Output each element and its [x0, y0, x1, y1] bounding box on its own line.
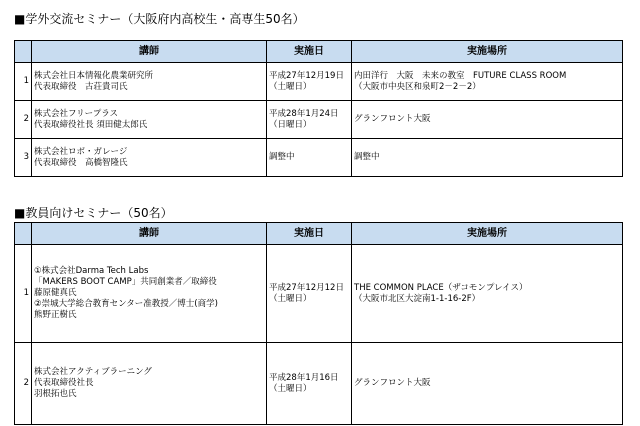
section-title-student-seminar: ■学外交流セミナー（大阪府内高校生・高専生50名） [14, 12, 305, 26]
lecturer-cell: 株式会社日本情報化農業研究所 代表取締役 古荘貴司氏 [32, 63, 267, 101]
header-lecturer: 講師 [32, 223, 267, 245]
table-row [15, 245, 623, 343]
table-row [15, 101, 623, 139]
header-venue: 実施場所 [352, 41, 623, 63]
header-venue: 実施場所 [352, 223, 623, 245]
header-lecturer: 講師 [32, 41, 267, 63]
table-row [15, 139, 623, 177]
venue-cell: 調整中 [352, 139, 623, 177]
row-number: 2 [15, 343, 32, 425]
date-cell: 調整中 [267, 139, 352, 177]
row-number: 3 [15, 139, 32, 177]
header-blank [15, 223, 32, 245]
table-row [15, 63, 623, 101]
header-date: 実施日 [267, 223, 352, 245]
student-seminar-table [14, 40, 623, 177]
row-number: 1 [15, 63, 32, 101]
table-header-row [15, 41, 623, 63]
date-cell: 平成28年1月16日 （土曜日） [267, 343, 352, 425]
venue-cell: グランフロント大阪 [352, 101, 623, 139]
date-cell: 平成28年1月24日 （日曜日） [267, 101, 352, 139]
venue-cell: グランフロント大阪 [352, 343, 623, 425]
teacher-seminar-table [14, 222, 623, 425]
lecturer-cell: 株式会社アクティブラーニング 代表取締役社長 羽根拓也氏 [32, 343, 267, 425]
header-blank [15, 41, 32, 63]
date-cell: 平成27年12月12日 （土曜日） [267, 245, 352, 343]
date-cell: 平成27年12月19日 （土曜日） [267, 63, 352, 101]
table-row [15, 343, 623, 425]
section-title-teacher-seminar: ■教員向けセミナー（50名） [14, 206, 173, 220]
row-number: 2 [15, 101, 32, 139]
venue-cell: THE COMMON PLACE（ザコモンプレイス） （大阪市北区大淀南1-1-16-2F） [352, 245, 623, 343]
venue-cell: 内田洋行 大阪 未来の教室 FUTURE CLASS ROOM （大阪市中央区和泉町2－2－2） [352, 63, 623, 101]
header-date: 実施日 [267, 41, 352, 63]
table-header-row [15, 223, 623, 245]
lecturer-cell: 株式会社フリープラス 代表取締役社長 須田健太郎氏 [32, 101, 267, 139]
lecturer-cell: ①株式会社Darma Tech Labs 「MAKERS BOOT CAMP」共同創業者／取締役 藤原健真氏 ②崇城大学総合教育センター准教授／博士(商学) 熊野正樹氏 [32, 245, 267, 343]
row-number: 1 [15, 245, 32, 343]
lecturer-cell: 株式会社ロボ・ガレージ 代表取締役 高橋智隆氏 [32, 139, 267, 177]
